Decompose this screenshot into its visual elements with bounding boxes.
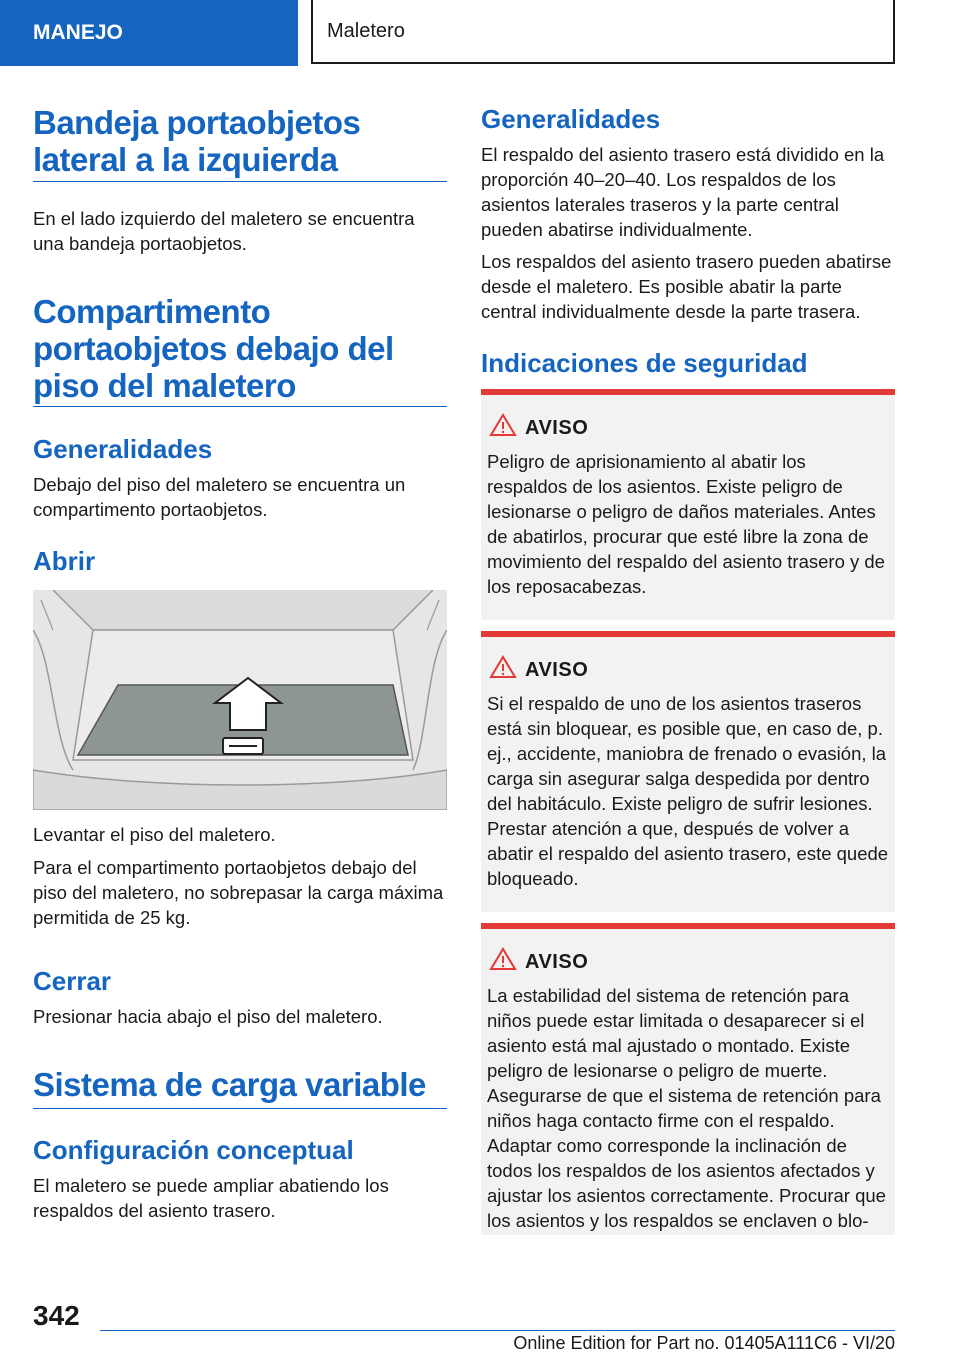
paragraph-levantar: Levantar el piso del maletero. [33, 824, 276, 845]
header-section-tab: MANEJO [0, 0, 298, 66]
heading-bandeja: Bandeja portaobjetos lateral a la izquierda [33, 104, 361, 178]
trunk-floor-illustration [33, 590, 447, 810]
trunk-floor-drawing [33, 590, 447, 810]
warning-text: Si el respaldo de uno de los asientos traseros está sin bloquear, es posible que, en caso de, p. ej., accidente, maniobra de frenado o evasión, la carga sin asegurar salga despedida por dentro del habitáculo. Existe peligro de sufrir lesiones. Prestar atención a que, después de volver a abatir el respaldo del asiento trasero, este quede bloqueado. [487, 693, 889, 889]
subheading-seguridad: Indicaciones de seguridad [481, 348, 808, 378]
heading-rule [33, 1108, 447, 1109]
warning-text: La estabilidad del sistema de retención para niños puede estar limitada o desaparecer si el asiento está mal ajustado o montado. Existe peligro de lesionarse o peligro de muerte. Asegurarse de que el sistema de retención para niños haga contacto firme con el respaldo. Adaptar como corresponde la inclinación de todos los respaldos de los asientos afectados y ajustar los asientos correctamente. Procurar que los asientos y los respaldos se enclaven o blo- [487, 985, 886, 1231]
warning-box [481, 389, 895, 620]
warning-title: AVISO [525, 951, 589, 973]
footer-rule [100, 1330, 895, 1331]
warning-box [481, 923, 895, 1235]
subheading-configuracion: Configuración conceptual [33, 1135, 354, 1165]
warning-triangle-icon [489, 947, 517, 976]
paragraph-configuracion: El maletero se puede ampliar abatiendo los respaldos del asiento trasero. [33, 1175, 389, 1221]
paragraph-cerrar: Presionar hacia abajo el piso del maletero. [33, 1006, 383, 1027]
page-number: 342 [33, 1300, 80, 1331]
paragraph-respaldo-division: El respaldo del asiento trasero está dividido en la proporción 40–20–40. Los respaldos de los asientos laterales traseros y la parte central pueden abatirse individualmente. [481, 144, 885, 240]
heading-sistema: Sistema de carga variable [33, 1066, 426, 1103]
subheading-abrir: Abrir [33, 546, 96, 576]
heading-rule [33, 406, 447, 407]
warning-triangle-icon [489, 413, 517, 442]
header-chapter-title: Maletero [311, 0, 895, 64]
subheading-cerrar: Cerrar [33, 966, 112, 996]
warning-triangle-icon [489, 655, 517, 684]
warning-title: AVISO [525, 417, 589, 439]
heading-compartimento: Compartimento portaobjetos debajo del piso del maletero [33, 293, 394, 404]
paragraph-respaldo-abatir: Los respaldos del asiento trasero pueden abatirse desde el maletero. Es posible abatir la parte central individualmente desde la parte trasera. [481, 251, 892, 322]
subheading-generalidades-right: Generalidades [481, 104, 661, 134]
subheading-generalidades: Generalidades [33, 434, 213, 464]
paragraph-bandeja: En el lado izquierdo del maletero se encuentra una bandeja portaobjetos. [33, 208, 415, 254]
warning-text: Peligro de aprisionamiento al abatir los respaldos de los asientos. Existe peligro de lesionarse o peligro de daños materiales. Antes de abatirlos, procurar que esté libre la zona de movimiento del respaldo del asiento trasero y de los reposacabezas. [487, 451, 885, 597]
paragraph-generalidades: Debajo del piso del maletero se encuentra un compartimento portaobjetos. [33, 474, 406, 520]
heading-rule [33, 181, 447, 182]
paragraph-carga: Para el compartimento portaobjetos debajo del piso del maletero, no sobrepasar la carga máxima permitida de 25 kg. [33, 857, 444, 928]
warning-box [481, 631, 895, 912]
footer-edition: Online Edition for Part no. 01405A111C6 - VI/20 [513, 1333, 895, 1353]
warning-title: AVISO [525, 659, 589, 681]
